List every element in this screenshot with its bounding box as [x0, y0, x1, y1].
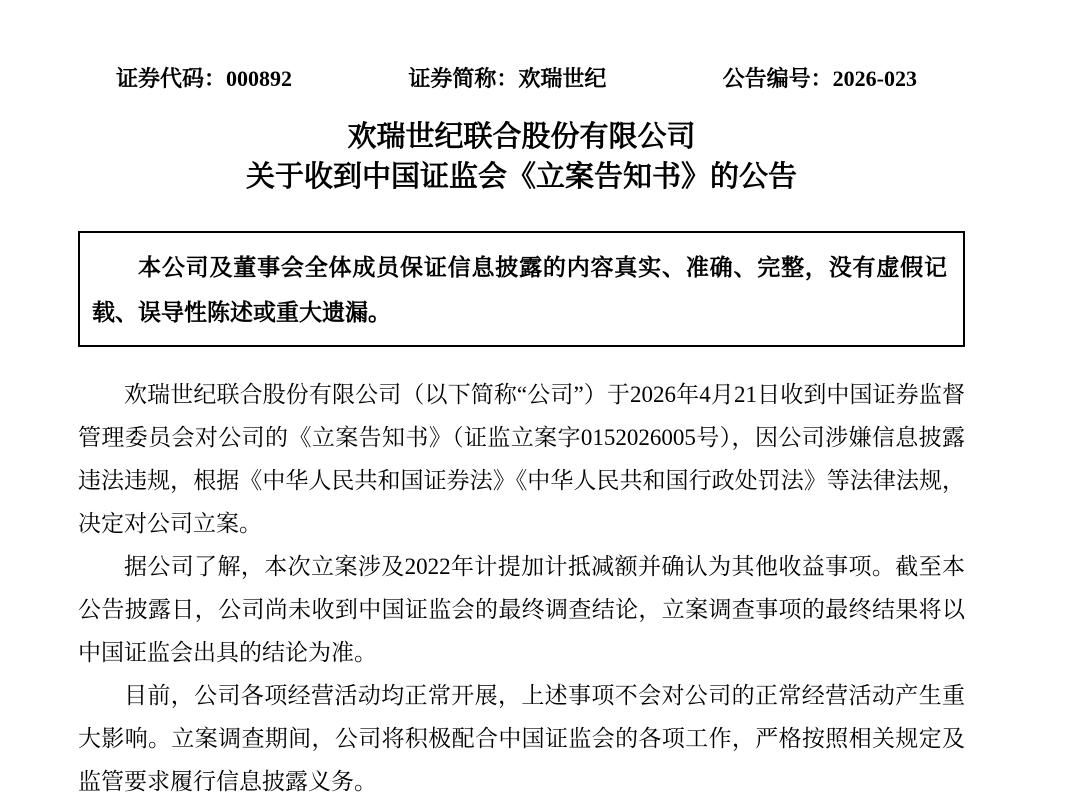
body-paragraph-filing-notice: 欢瑞世纪联合股份有限公司（以下简称“公司”）于2026年4月21日收到中国证券监督管理委员会对公司的《立案告知书》（证监立案字0152026005号），因公司涉嫌信息披露违法违规，根据《中华人民共和国证券法》《中华人民共和国行政处罚法》等法律法规，决定对公司立案。 [78, 382, 965, 536]
stock-name-label: 证券简称：欢瑞世纪 [408, 66, 607, 91]
announcement-body [78, 373, 965, 803]
body-paragraph-case-scope: 据公司了解，本次立案涉及2022年计提加计抵减额并确认为其他收益事项。截至本公告披露日，公司尚未收到中国证监会的最终调查结论，立案调查事项的最终结果将以中国证监会出具的结论为准。 [78, 554, 965, 665]
disclaimer-text: 本公司及董事会全体成员保证信息披露的内容真实、准确、完整，没有虚假记载、误导性陈述或重大遗漏。 [92, 255, 947, 325]
securities-header-row [116, 62, 917, 93]
stock-code-label: 证券代码：000892 [116, 66, 293, 91]
company-name-title: 欢瑞世纪联合股份有限公司 [347, 121, 696, 153]
announcement-title-block [78, 117, 965, 197]
disclaimer-box [78, 231, 965, 347]
announcement-number-label: 公告编号：2026-023 [722, 66, 917, 91]
announcement-subject-title: 关于收到中国证监会《立案告知书》的公告 [245, 161, 797, 193]
body-paragraph-business-impact: 目前，公司各项经营活动均正常开展，上述事项不会对公司的正常经营活动产生重大影响。立案调查期间，公司将积极配合中国证监会的各项工作，严格按照相关规定及监管要求履行信息披露义务。 [78, 683, 965, 794]
